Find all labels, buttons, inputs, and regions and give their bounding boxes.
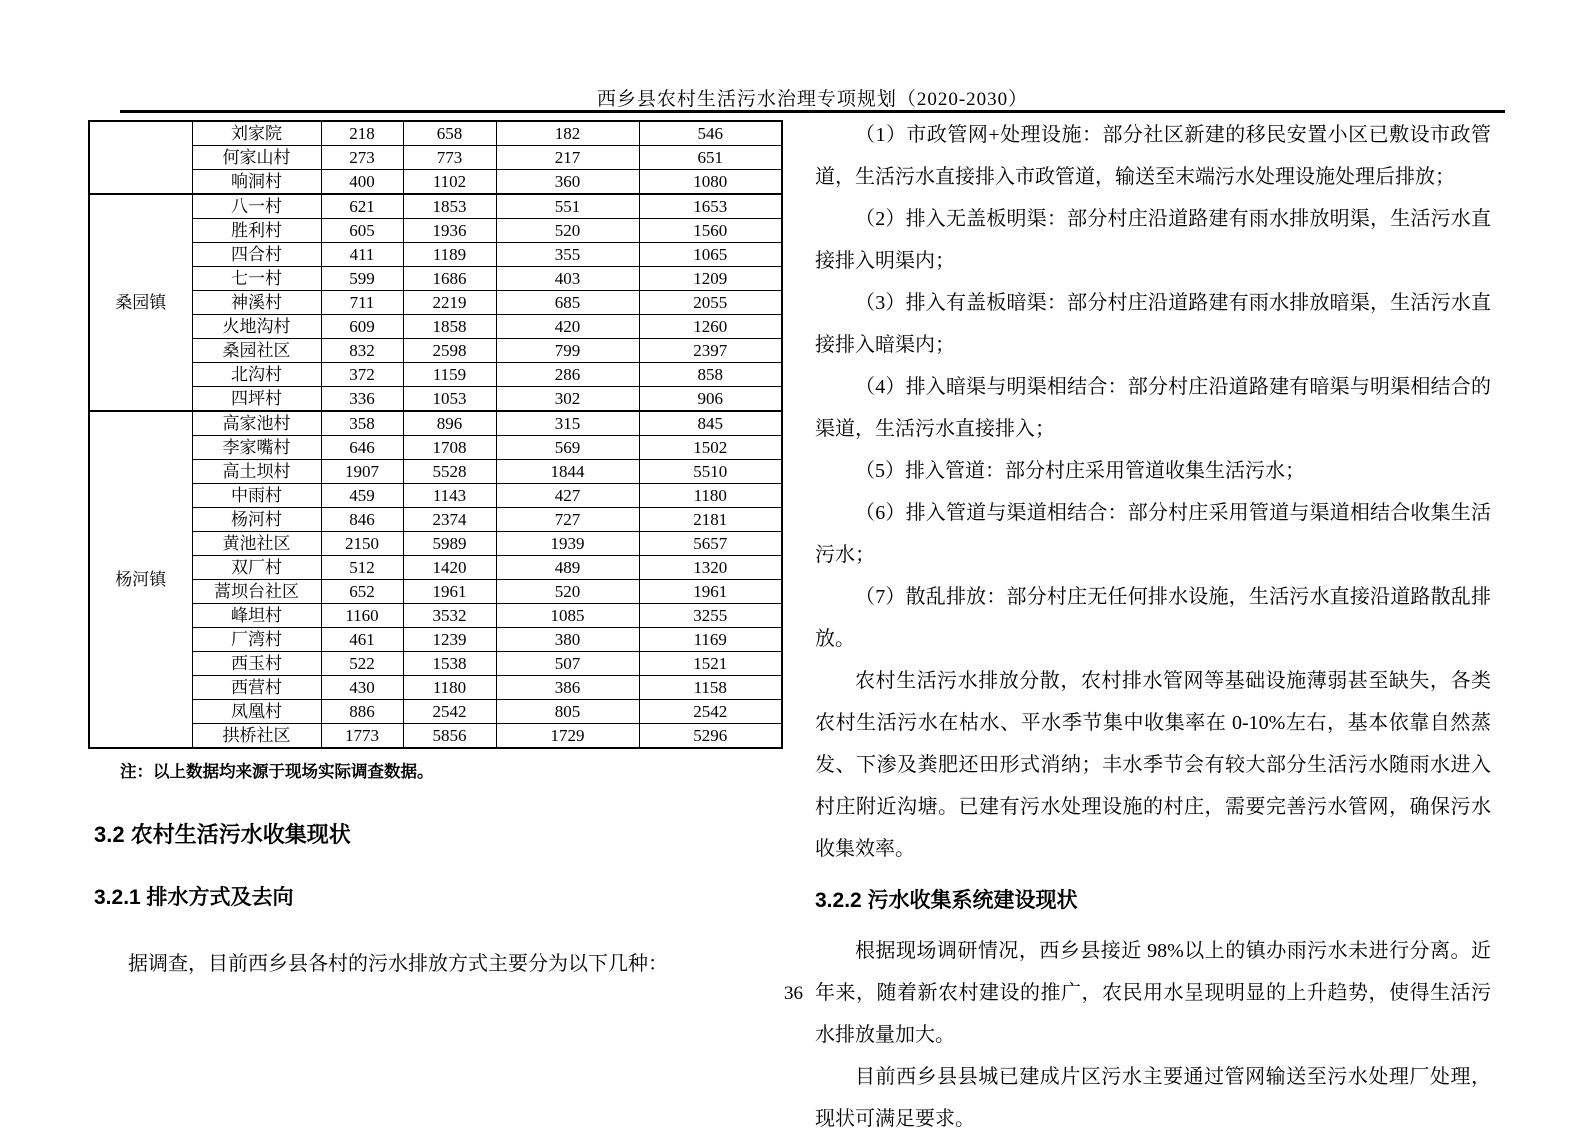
value-cell: 1729 (496, 724, 639, 749)
table-row (89, 556, 782, 580)
value-cell: 621 (321, 194, 403, 219)
value-cell: 1239 (403, 628, 496, 652)
village-name-cell: 响洞村 (192, 170, 321, 195)
value-cell: 1189 (403, 243, 496, 267)
value-cell: 1844 (496, 460, 639, 484)
value-cell: 430 (321, 676, 403, 700)
value-cell: 799 (496, 339, 639, 363)
village-name-cell: 李家嘴村 (192, 436, 321, 460)
value-cell: 427 (496, 484, 639, 508)
village-name-cell: 蒿坝台社区 (192, 580, 321, 604)
value-cell: 1053 (403, 387, 496, 412)
value-cell: 386 (496, 676, 639, 700)
table-row (89, 387, 782, 412)
village-name-cell: 高土坝村 (192, 460, 321, 484)
table-row (89, 146, 782, 170)
value-cell: 1961 (639, 580, 782, 604)
value-cell: 1521 (639, 652, 782, 676)
value-cell: 845 (639, 411, 782, 436)
table-row (89, 411, 782, 436)
value-cell: 5510 (639, 460, 782, 484)
value-cell: 727 (496, 508, 639, 532)
value-cell: 906 (639, 387, 782, 412)
value-cell: 1180 (403, 676, 496, 700)
value-cell: 1858 (403, 315, 496, 339)
value-cell: 551 (496, 194, 639, 219)
village-name-cell: 西营村 (192, 676, 321, 700)
table-row (89, 291, 782, 315)
value-cell: 569 (496, 436, 639, 460)
village-name-cell: 七一村 (192, 267, 321, 291)
value-cell: 1085 (496, 604, 639, 628)
table-row (89, 508, 782, 532)
value-cell: 1560 (639, 219, 782, 243)
document-header-title: 西乡县农村生活污水治理专项规划（2020-2030） (596, 89, 1029, 110)
village-name-cell: 拱桥社区 (192, 724, 321, 749)
drainage-method-paragraph: （5）排入管道：部分村庄采用管道收集生活污水； (855, 460, 1305, 482)
value-cell: 1961 (403, 580, 496, 604)
summary-paragraph: 农村生活污水排放分散，农村排水管网等基础设施薄弱甚至缺失，各类农村生活污水在枯水、平水季节集中收集率在 0-10%左右，基本依靠自然蒸发、下渗及粪肥还田形式消纳；丰水季节会有较大部分生活污水随雨水进入村庄附近沟塘。已建有污水处理设施的村庄，需要完善污水管网，确保污水收集效率。 (815, 670, 1491, 860)
section-heading-3-2-1: 3.2.1 排水方式及去向 (94, 886, 294, 909)
value-cell: 2542 (639, 700, 782, 724)
table-row (89, 267, 782, 291)
village-name-cell: 四合村 (192, 243, 321, 267)
value-cell: 459 (321, 484, 403, 508)
value-cell: 360 (496, 170, 639, 195)
value-cell: 522 (321, 652, 403, 676)
village-name-cell: 双厂村 (192, 556, 321, 580)
value-cell: 805 (496, 700, 639, 724)
value-cell: 400 (321, 170, 403, 195)
value-cell: 1169 (639, 628, 782, 652)
table-note: 注：以上数据均来源于现场实际调查数据。 (120, 763, 434, 781)
table-row (89, 700, 782, 724)
village-name-cell: 神溪村 (192, 291, 321, 315)
table-row (89, 604, 782, 628)
value-cell: 217 (496, 146, 639, 170)
value-cell: 512 (321, 556, 403, 580)
town-name-cell (89, 121, 192, 194)
value-cell: 218 (321, 121, 403, 146)
value-cell: 358 (321, 411, 403, 436)
table-row (89, 315, 782, 339)
value-cell: 273 (321, 146, 403, 170)
drainage-method-paragraph: （7）散乱排放：部分村庄无任何排水设施，生活污水直接沿道路散乱排放。 (815, 586, 1491, 650)
value-cell: 302 (496, 387, 639, 412)
table-row (89, 339, 782, 363)
village-name-cell: 凤凰村 (192, 700, 321, 724)
value-cell: 658 (403, 121, 496, 146)
value-cell: 2181 (639, 508, 782, 532)
value-cell: 1773 (321, 724, 403, 749)
value-cell: 380 (496, 628, 639, 652)
table-row (89, 676, 782, 700)
value-cell: 520 (496, 580, 639, 604)
value-cell: 651 (639, 146, 782, 170)
village-data-table (88, 120, 783, 749)
value-cell: 773 (403, 146, 496, 170)
collection-status-paragraph: 目前西乡县县城已建成片区污水主要通过管网输送至污水处理厂处理，现状可满足要求。 (815, 1066, 1491, 1130)
value-cell: 2397 (639, 339, 782, 363)
table-row (89, 194, 782, 219)
table-row (89, 219, 782, 243)
value-cell: 1502 (639, 436, 782, 460)
value-cell: 507 (496, 652, 639, 676)
left-column (88, 120, 781, 985)
value-cell: 2598 (403, 339, 496, 363)
value-cell: 1853 (403, 194, 496, 219)
value-cell: 5657 (639, 532, 782, 556)
town-name-cell: 桑园镇 (89, 194, 192, 411)
value-cell: 652 (321, 580, 403, 604)
table-row (89, 484, 782, 508)
village-name-cell: 厂湾村 (192, 628, 321, 652)
value-cell: 1260 (639, 315, 782, 339)
table-row (89, 363, 782, 387)
value-cell: 1102 (403, 170, 496, 195)
value-cell: 1160 (321, 604, 403, 628)
value-cell: 3532 (403, 604, 496, 628)
value-cell: 2374 (403, 508, 496, 532)
village-name-cell: 何家山村 (192, 146, 321, 170)
value-cell: 286 (496, 363, 639, 387)
table-row (89, 628, 782, 652)
value-cell: 858 (639, 363, 782, 387)
value-cell: 605 (321, 219, 403, 243)
value-cell: 896 (403, 411, 496, 436)
section-heading-3-2-2: 3.2.2 污水收集系统建设现状 (815, 889, 1078, 912)
value-cell: 5989 (403, 532, 496, 556)
value-cell: 520 (496, 219, 639, 243)
value-cell: 5856 (403, 724, 496, 749)
value-cell: 2542 (403, 700, 496, 724)
value-cell: 461 (321, 628, 403, 652)
drainage-method-paragraph: （1）市政管网+处理设施：部分社区新建的移民安置小区已敷设市政管道，生活污水直接排入市政管道，输送至末端污水处理设施处理后排放； (815, 124, 1491, 188)
value-cell: 489 (496, 556, 639, 580)
value-cell: 1159 (403, 363, 496, 387)
drainage-method-paragraph: （4）排入暗渠与明渠相结合：部分村庄沿道路建有暗渠与明渠相结合的渠道，生活污水直接排入； (815, 376, 1491, 440)
village-name-cell: 高家池村 (192, 411, 321, 436)
value-cell: 846 (321, 508, 403, 532)
value-cell: 1708 (403, 436, 496, 460)
value-cell: 2150 (321, 532, 403, 556)
value-cell: 1143 (403, 484, 496, 508)
value-cell: 1209 (639, 267, 782, 291)
header-rule (120, 110, 1505, 113)
value-cell: 5296 (639, 724, 782, 749)
drainage-method-paragraph: （2）排入无盖板明渠：部分村庄沿道路建有雨水排放明渠，生活污水直接排入明渠内； (815, 208, 1491, 272)
table-row (89, 724, 782, 749)
value-cell: 1065 (639, 243, 782, 267)
value-cell: 1907 (321, 460, 403, 484)
value-cell: 1939 (496, 532, 639, 556)
village-name-cell: 西玉村 (192, 652, 321, 676)
value-cell: 315 (496, 411, 639, 436)
value-cell: 711 (321, 291, 403, 315)
value-cell: 1080 (639, 170, 782, 195)
drainage-method-paragraph: （3）排入有盖板暗渠：部分村庄沿道路建有雨水排放暗渠，生活污水直接排入暗渠内； (815, 292, 1491, 356)
village-name-cell: 中雨村 (192, 484, 321, 508)
village-name-cell: 峰坦村 (192, 604, 321, 628)
table-row (89, 652, 782, 676)
value-cell: 2055 (639, 291, 782, 315)
value-cell: 3255 (639, 604, 782, 628)
village-name-cell: 北沟村 (192, 363, 321, 387)
intro-paragraph: 据调查，目前西乡县各村的污水排放方式主要分为以下几种： (128, 953, 668, 975)
value-cell: 1158 (639, 676, 782, 700)
table-row (89, 532, 782, 556)
table-row (89, 121, 782, 146)
village-name-cell: 黄池社区 (192, 532, 321, 556)
value-cell: 5528 (403, 460, 496, 484)
table-row (89, 580, 782, 604)
table-row (89, 243, 782, 267)
drainage-method-paragraph: （6）排入管道与渠道相结合：部分村庄采用管道与渠道相结合收集生活污水； (815, 502, 1491, 566)
value-cell: 355 (496, 243, 639, 267)
village-name-cell: 胜利村 (192, 219, 321, 243)
drainage-method-list (815, 114, 1491, 660)
value-cell: 1420 (403, 556, 496, 580)
value-cell: 1686 (403, 267, 496, 291)
value-cell: 832 (321, 339, 403, 363)
value-cell: 403 (496, 267, 639, 291)
value-cell: 609 (321, 315, 403, 339)
value-cell: 420 (496, 315, 639, 339)
value-cell: 599 (321, 267, 403, 291)
value-cell: 2219 (403, 291, 496, 315)
value-cell: 1936 (403, 219, 496, 243)
village-name-cell: 杨河村 (192, 508, 321, 532)
collection-status-paragraph: 根据现场调研情况，西乡县接近 98%以上的镇办雨污水未进行分离。近年来，随着新农村建设的推广，农民用水呈现明显的上升趋势，使得生活污水排放量加大。 (815, 940, 1491, 1046)
village-name-cell: 八一村 (192, 194, 321, 219)
value-cell: 685 (496, 291, 639, 315)
value-cell: 1653 (639, 194, 782, 219)
section-heading-3-2: 3.2 农村生活污水收集现状 (94, 822, 351, 847)
page-number: 36 (784, 983, 803, 1004)
value-cell: 886 (321, 700, 403, 724)
value-cell: 182 (496, 121, 639, 146)
value-cell: 646 (321, 436, 403, 460)
village-name-cell: 四坪村 (192, 387, 321, 412)
village-name-cell: 火地沟村 (192, 315, 321, 339)
village-name-cell: 刘家院 (192, 121, 321, 146)
value-cell: 1180 (639, 484, 782, 508)
table-row (89, 170, 782, 195)
table-row (89, 460, 782, 484)
value-cell: 372 (321, 363, 403, 387)
village-name-cell: 桑园社区 (192, 339, 321, 363)
town-name-cell: 杨河镇 (89, 411, 192, 748)
table-row (89, 436, 782, 460)
value-cell: 1538 (403, 652, 496, 676)
value-cell: 336 (321, 387, 403, 412)
collection-status-list (815, 930, 1491, 1140)
value-cell: 411 (321, 243, 403, 267)
value-cell: 1320 (639, 556, 782, 580)
value-cell: 546 (639, 121, 782, 146)
